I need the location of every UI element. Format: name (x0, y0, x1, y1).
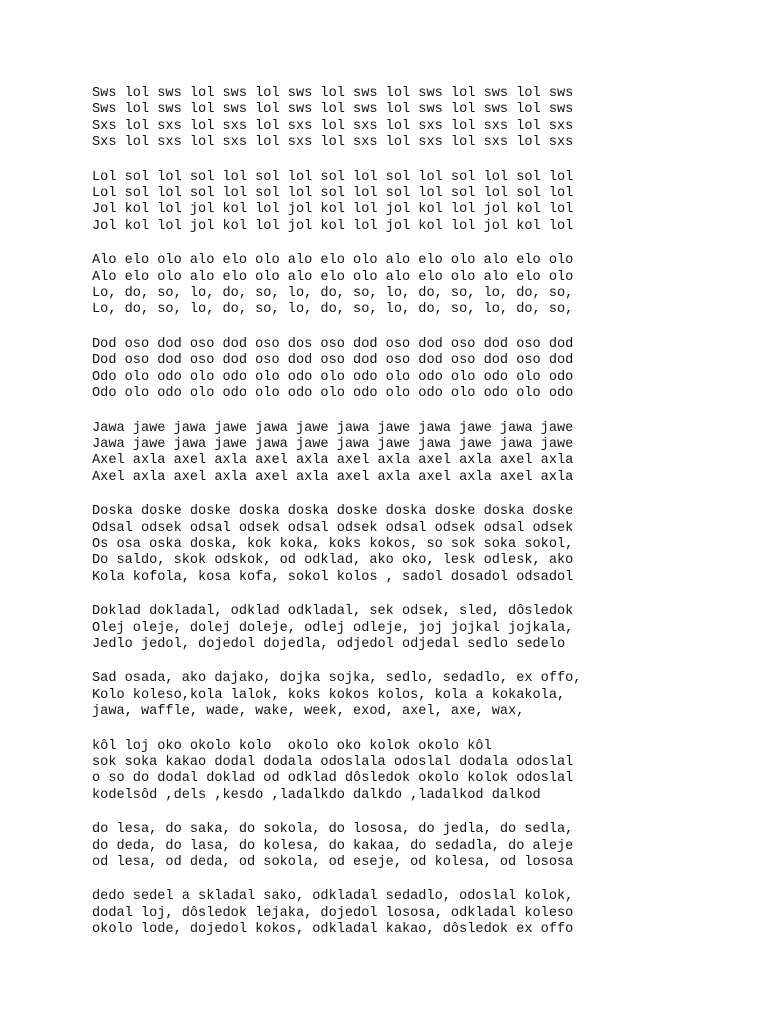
text-line: Sad osada, ako dajako, dojka sojka, sedlo, sedadlo, ex offo, (92, 671, 582, 687)
text-line: do lesa, do saka, do sokola, do lososa, do jedla, do sedla, (92, 822, 574, 838)
text-line: Odo olo odo olo odo olo odo olo odo olo odo olo odo olo odo (92, 369, 574, 385)
text-line: Alo elo olo alo elo olo alo elo olo alo elo olo alo elo olo (92, 253, 574, 269)
text-line: kodelsôd ,dels ,kesdo ,ladalkdo dalkdo ,ladalkod dalkod (92, 787, 541, 803)
text-line: od lesa, od deda, od sokola, od eseje, od kolesa, od lososa (92, 855, 574, 871)
text-paragraph (92, 253, 752, 319)
text-line: Os osa oska doska, kok koka, koks kokos, so sok soka sokol, (92, 536, 574, 552)
text-line: kôl loj oko okolo kolo okolo oko kolok okolo kôl (92, 738, 492, 754)
text-paragraph (92, 822, 752, 871)
text-line: Olej oleje, dolej doleje, odlej odleje, joj jojkal jojkala, (92, 620, 574, 636)
text-line: dedo sedel a skladal sako, odkladal sedadlo, odoslal kolok, (92, 889, 574, 905)
text-line: Lo, do, so, lo, do, so, lo, do, so, lo, do, so, lo, do, so, (92, 286, 574, 302)
text-line: Sws lol sws lol sws lol sws lol sws lol sws lol sws lol sws (92, 86, 574, 101)
text-paragraph (92, 739, 752, 805)
text-line: Jawa jawe jawa jawe jawa jawe jawa jawe jawa jawe jawa jawe (92, 436, 574, 452)
text-line: Do saldo, skok odskok, od odklad, ako oko, lesk odlesk, ako (92, 553, 574, 569)
text-line: Lol sol lol sol lol sol lol sol lol sol lol sol lol sol lol (92, 169, 574, 185)
text-paragraph (92, 671, 752, 720)
text-paragraph (92, 421, 752, 487)
text-line: sok soka kakao dodal dodala odoslala odoslal dodala odoslal (92, 755, 574, 770)
text-line: do deda, do lasa, do kolesa, do kakaa, do sedadla, do aleje (92, 838, 574, 854)
text-paragraph (92, 889, 752, 938)
text-line: Jedlo jedol, dojedol dojedla, odjedol odjedal sedlo sedelo (92, 636, 566, 652)
text-line: Jol kol lol jol kol lol jol kol lol jol kol lol jol kol lol (92, 202, 574, 218)
text-line: Kolo koleso,kola lalok, koks kokos kolos, kola a kokakola, (92, 687, 566, 703)
text-line: Sxs lol sxs lol sxs lol sxs lol sxs lol sxs lol sxs lol sxs (92, 135, 574, 151)
text-line: jawa, waffle, wade, wake, week, exod, axel, axe, wax, (92, 704, 525, 720)
text-line: Sws lol sws lol sws lol sws lol sws lol sws lol sws lol sws (92, 102, 574, 118)
text-line: Jawa jawe jawa jawe jawa jawe jawa jawe jawa jawe jawa jawe (92, 420, 574, 436)
text-line: Axel axla axel axla axel axla axel axla axel axla axel axla (92, 469, 574, 485)
text-paragraph (92, 604, 752, 653)
text-paragraph (92, 337, 752, 403)
text-line: Sxs lol sxs lol sxs lol sxs lol sxs lol sxs lol sxs lol sxs (92, 118, 574, 134)
text-line: Dod oso dod oso dod oso dos oso dod oso dod oso dod oso dod (92, 336, 574, 352)
text-paragraph (92, 86, 752, 152)
text-paragraph (92, 504, 752, 586)
text-line: Kola kofola, kosa kofa, sokol kolos , sadol dosadol odsadol (92, 569, 574, 585)
text-line: Lol sol lol sol lol sol lol sol lol sol lol sol lol sol lol (92, 186, 574, 202)
text-line: Odsal odsek odsal odsek odsal odsek odsal odsek odsal odsek (92, 520, 574, 536)
text-line: Dod oso dod oso dod oso dod oso dod oso dod oso dod oso dod (92, 353, 574, 369)
document-page (92, 86, 752, 957)
text-line: Axel axla axel axla axel axla axel axla axel axla axel axla (92, 453, 574, 469)
text-line: Doska doske doske doska doska doske doska doske doska doske (92, 504, 574, 520)
text-paragraph (92, 170, 752, 236)
text-line: Odo olo odo olo odo olo odo olo odo olo odo olo odo olo odo (92, 386, 574, 402)
text-line: Doklad dokladal, odklad odkladal, sek odsek, sled, dôsledok (92, 604, 574, 620)
text-line: Alo elo olo alo elo olo alo elo olo alo elo olo alo elo olo (92, 269, 574, 285)
text-line: Jol kol lol jol kol lol jol kol lol jol kol lol jol kol lol (92, 218, 574, 234)
text-line: Lo, do, so, lo, do, so, lo, do, so, lo, do, so, lo, do, so, (92, 302, 574, 318)
text-line: o so do dodal doklad od odklad dôsledok okolo kolok odoslal (92, 771, 574, 787)
text-line: okolo lode, dojedol kokos, odkladal kakao, dôsledok ex offo (92, 922, 574, 938)
text-line: dodal loj, dôsledok lejaka, dojedol lososa, odkladal koleso (92, 905, 574, 921)
